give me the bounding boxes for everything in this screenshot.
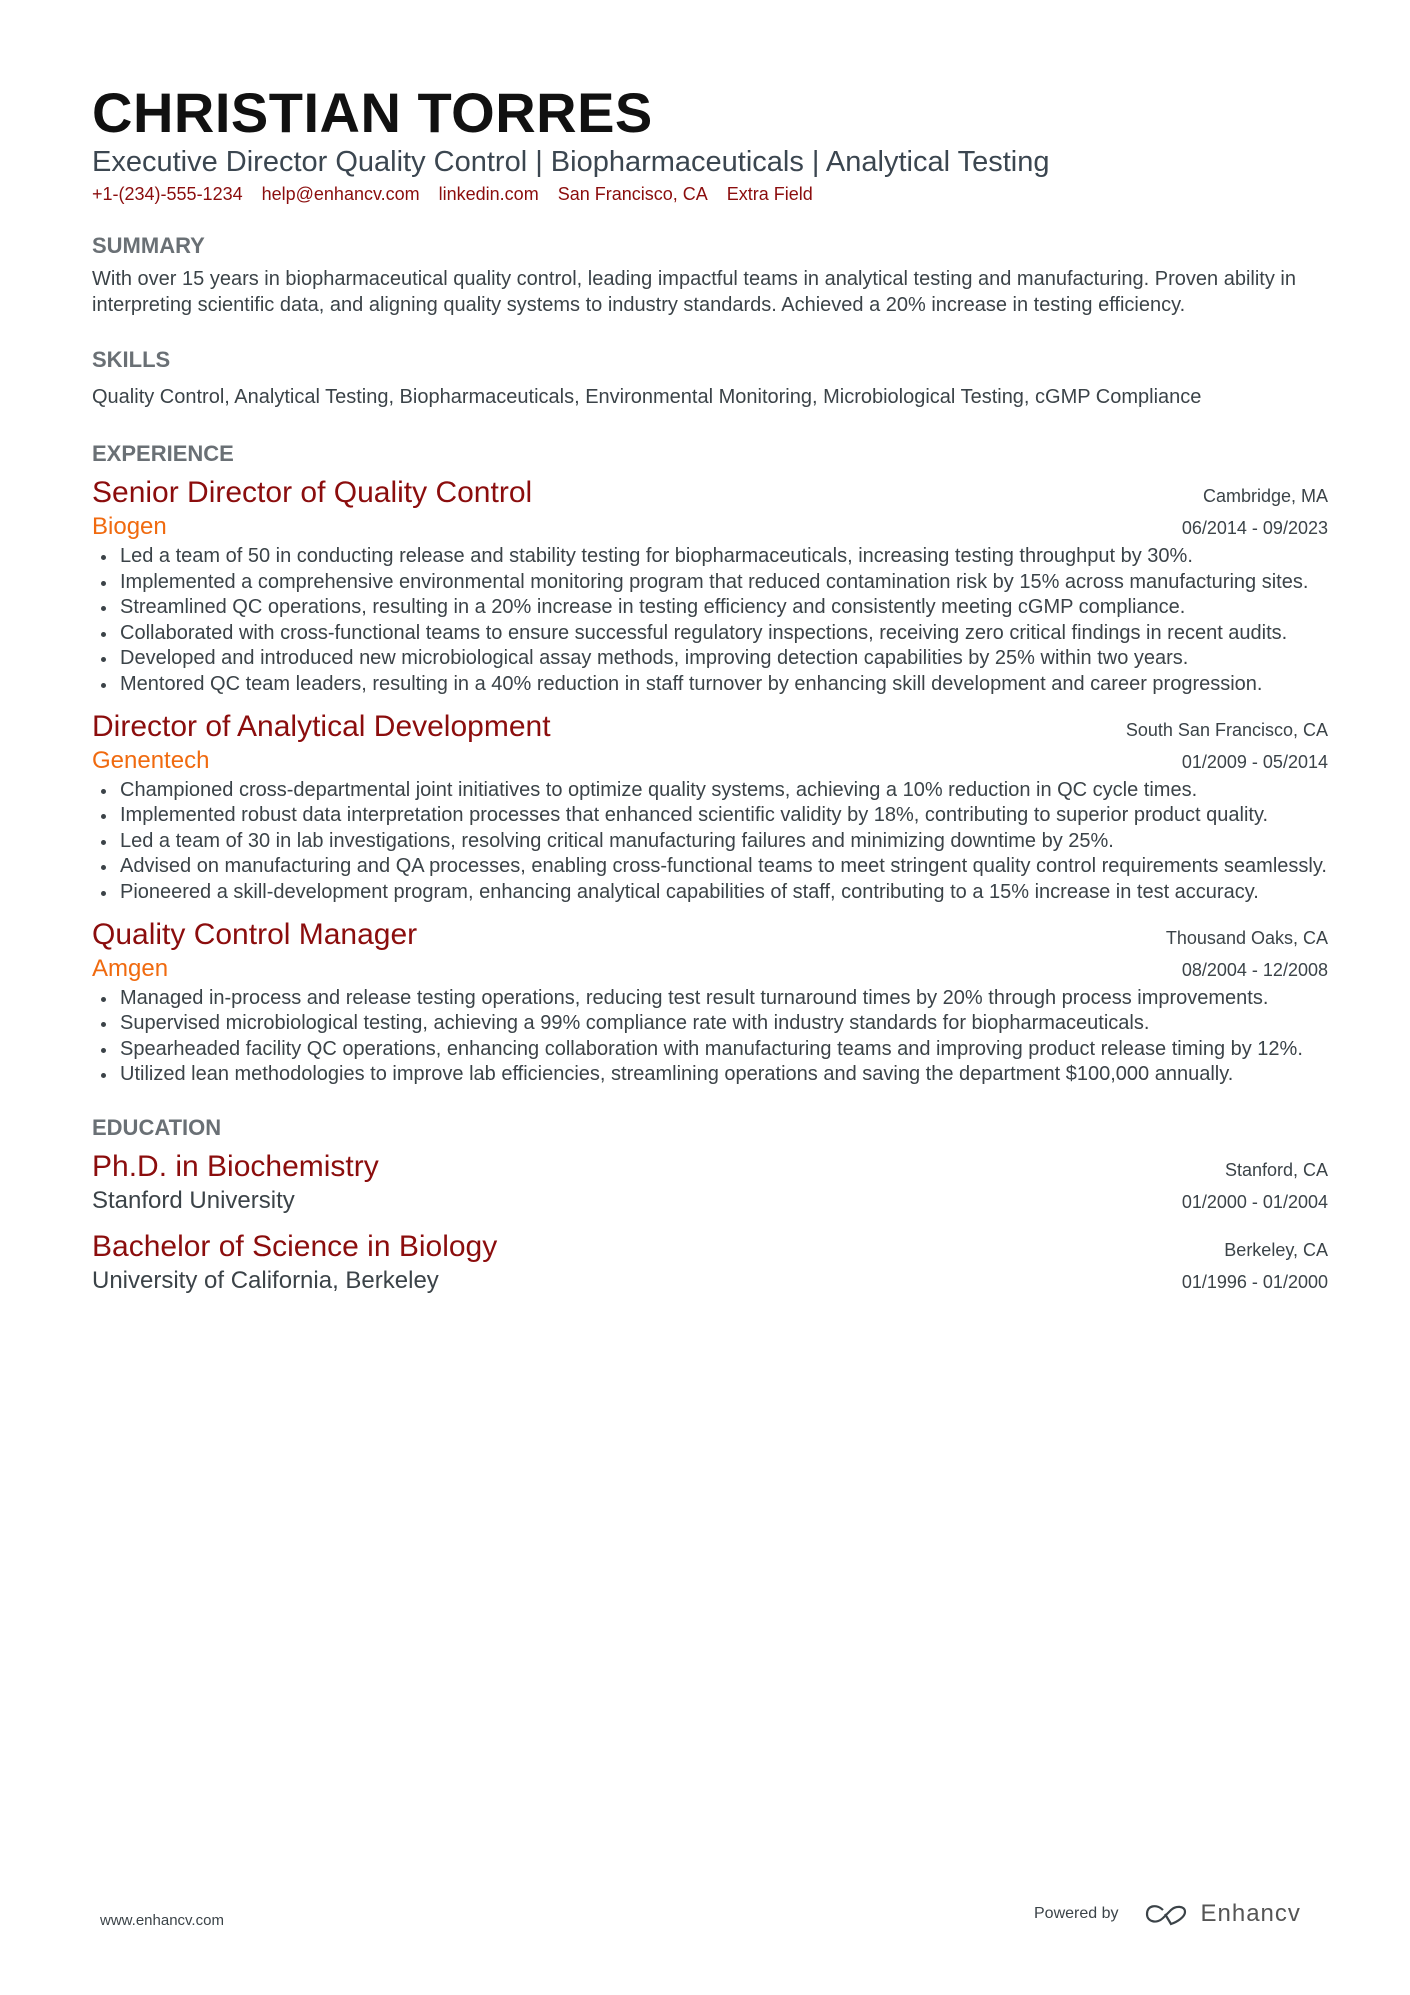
summary-text: With over 15 years in biopharmaceutical quality control, leading impactful teams in analytical testing and manufacturing. Proven ability in interpreting scientific data, and aligning quality systems to industry standards. Achieved a 20% increase in testing efficiency. (92, 268, 1296, 316)
degree: Ph.D. in Biochemistry (92, 1149, 379, 1183)
powered-by: Powered by (1034, 1905, 1119, 1922)
job-entry (92, 474, 1328, 698)
brand-name: Enhancv (1200, 1900, 1301, 1927)
job-company-row (92, 954, 1328, 984)
job-company-row (92, 746, 1328, 776)
experience-list (92, 474, 1328, 1088)
degree-row (92, 1228, 1328, 1266)
job-title: Quality Control Manager (92, 917, 418, 951)
job-header-row (92, 708, 1328, 746)
education-list (92, 1148, 1328, 1296)
job-title: Senior Director of Quality Control (92, 476, 533, 509)
school-row (92, 1186, 1328, 1216)
bullet-item: Implemented a comprehensive environmental monitoring program that reduced contamination risk by 15% across manufacturing sites. (92, 570, 1328, 596)
skills-heading: SKILLS (92, 347, 171, 372)
bullet-item: Mentored QC team leaders, resulting in a 40% reduction in staff turnover by enhancing skill development and career progression. (92, 672, 1328, 698)
job-header-row (92, 916, 1328, 954)
job-dates: 01/2009 - 05/2014 (1181, 751, 1328, 772)
school-name: University of California, Berkeley (92, 1266, 439, 1294)
bullet-item: Led a team of 30 in lab investigations, resolving critical manufacturing failures and minimizing downtime by 25%. (92, 829, 1328, 855)
skills-text: Quality Control, Analytical Testing, Biopharmaceuticals, Environmental Monitoring, Microbiological Testing, cGMP Compliance (92, 386, 1202, 408)
education-entry (92, 1228, 1328, 1296)
linkedin[interactable]: linkedin.com (438, 184, 539, 204)
bullet-item: Championed cross-departmental joint initiatives to optimize quality systems, achieving a 10% reduction in QC cycle times. (92, 778, 1328, 804)
job-dates: 06/2014 - 09/2023 (1181, 518, 1328, 538)
education-entry (92, 1148, 1328, 1216)
bullet-item: Streamlined QC operations, resulting in a 20% increase in testing efficiency and consistently meeting cGMP compliance. (92, 595, 1328, 621)
edu-dates: 01/1996 - 01/2000 (1181, 1271, 1328, 1292)
edu-location: Stanford, CA (1224, 1159, 1328, 1180)
job-dates: 08/2004 - 12/2008 (1181, 959, 1328, 980)
location: San Francisco, CA (557, 184, 708, 204)
candidate-name: CHRISTIAN TORRES (92, 81, 653, 144)
company-name: Genentech (92, 746, 210, 774)
bullet-item: Implemented robust data interpretation processes that enhanced scientific validity by 18%, contributing to superior product quality. (92, 803, 1328, 829)
job-entry (92, 916, 1328, 1088)
bullet-item: Pioneered a skill-development program, enhancing analytical capabilities of staff, contributing to a 15% increase in test accuracy. (92, 880, 1328, 906)
job-header-row (92, 474, 1328, 512)
summary-heading: SUMMARY (92, 233, 205, 258)
footer-website[interactable]: www.enhancv.com (100, 1912, 224, 1929)
contacts (92, 182, 1328, 206)
job-bullets (92, 778, 1328, 906)
edu-dates: 01/2000 - 01/2004 (1181, 1191, 1328, 1212)
bullet-item: Led a team of 50 in conducting release and stability testing for biopharmaceuticals, increasing testing throughput by 30%. (92, 544, 1328, 570)
degree: Bachelor of Science in Biology (92, 1229, 498, 1263)
job-bullets (92, 986, 1328, 1088)
footer-branding (1034, 1900, 1301, 1928)
job-company-row (92, 512, 1328, 542)
degree-row (92, 1148, 1328, 1186)
job-location: Cambridge, MA (1202, 486, 1328, 506)
job-title: Director of Analytical Development (92, 709, 551, 743)
experience-heading: EXPERIENCE (92, 441, 234, 466)
bullet-item: Advised on manufacturing and QA processes, enabling cross-functional teams to meet stringent quality control requirements seamlessly. (92, 854, 1328, 880)
infinity-heart-icon (1143, 1902, 1189, 1926)
extra-field: Extra Field (726, 184, 813, 204)
job-location: Thousand Oaks, CA (1165, 927, 1328, 948)
bullet-item: Managed in-process and release testing operations, reducing test result turnaround times by 20% through process improvements. (92, 986, 1328, 1012)
email[interactable]: help@enhancv.com (261, 184, 420, 204)
bullet-item: Developed and introduced new microbiological assay methods, improving detection capabilities by 25% within two years. (92, 646, 1328, 672)
school-name: Stanford University (92, 1186, 295, 1214)
school-row (92, 1266, 1328, 1296)
job-bullets (92, 544, 1328, 698)
phone[interactable]: +1-(234)-555-1234 (92, 184, 243, 204)
education-heading: EDUCATION (92, 1114, 222, 1140)
company-name: Biogen (92, 513, 167, 540)
bullet-item: Utilized lean methodologies to improve lab efficiencies, streamlining operations and saving the department $100,000 annually. (92, 1062, 1328, 1088)
company-name: Amgen (92, 954, 169, 982)
job-entry (92, 708, 1328, 906)
bullet-item: Spearheaded facility QC operations, enhancing collaboration with manufacturing teams and improving product release timing by 12%. (92, 1037, 1328, 1063)
edu-location: Berkeley, CA (1224, 1239, 1328, 1260)
job-location: South San Francisco, CA (1125, 719, 1328, 740)
bullet-item: Collaborated with cross-functional teams to ensure successful regulatory inspections, receiving zero critical findings in recent audits. (92, 621, 1328, 647)
resume (92, 82, 1328, 1296)
headline: Executive Director Quality Control | Biopharmaceuticals | Analytical Testing (92, 146, 1050, 178)
enhancv-logo[interactable] (1143, 1900, 1301, 1928)
bullet-item: Supervised microbiological testing, achieving a 99% compliance rate with industry standards for biopharmaceuticals. (92, 1011, 1328, 1037)
